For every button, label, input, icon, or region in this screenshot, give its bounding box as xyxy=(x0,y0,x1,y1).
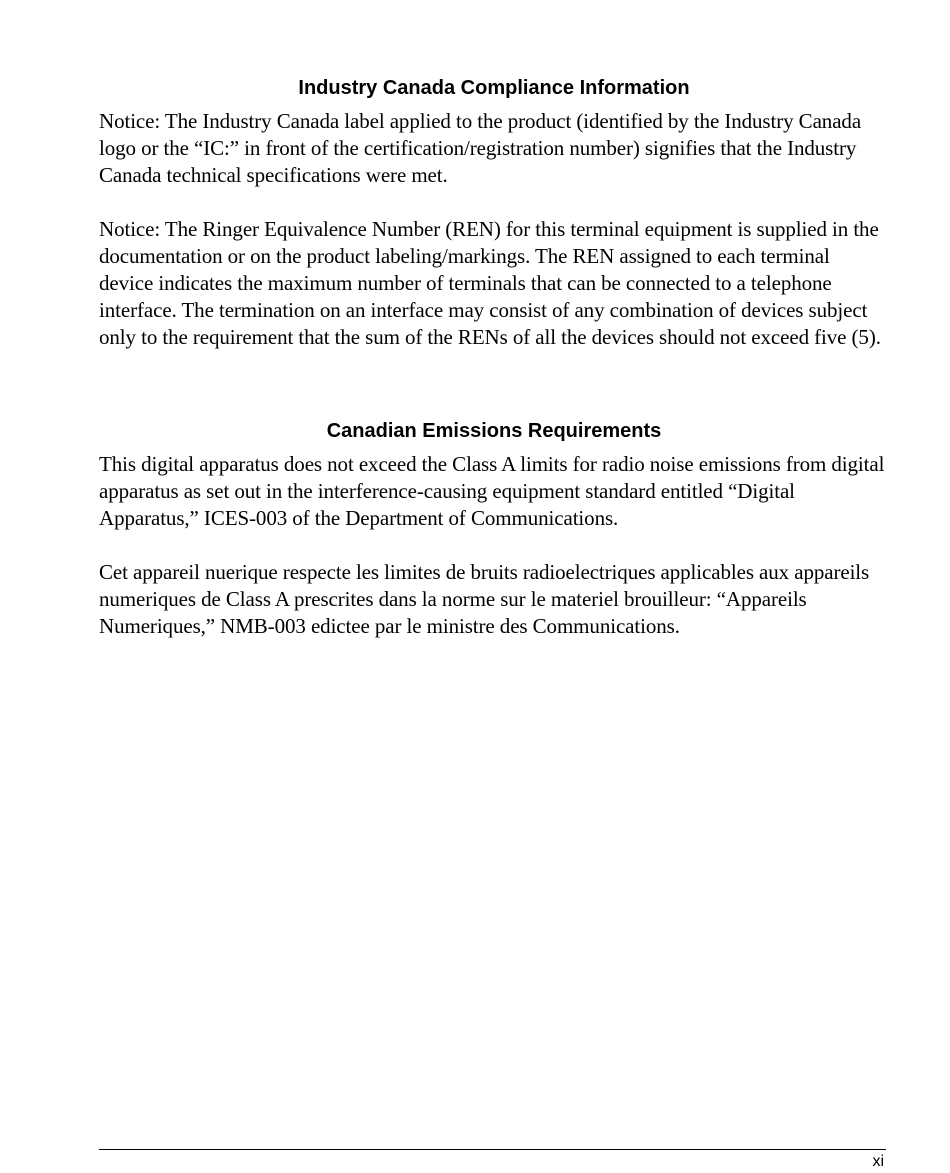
paragraph-ic-label-notice: Notice: The Industry Canada label applied to the product (identified by the Industry Canada logo or the “IC:” in front of the certification/registration number) signifies that the Industry Canada technical specifications were met. xyxy=(99,109,862,187)
footer-divider xyxy=(99,1149,886,1150)
section-industry-canada-compliance xyxy=(99,76,889,351)
section-heading: Industry Canada Compliance Information xyxy=(298,77,690,99)
paragraph-emissions-english: This digital apparatus does not exceed the Class A limits for radio noise emissions from digital apparatus as set out in the interference-causing equipment standard entitled “Digital Apparatus,” ICES-003 of the Department of Communications. xyxy=(99,452,885,530)
section-heading: Canadian Emissions Requirements xyxy=(326,420,662,442)
section-canadian-emissions xyxy=(99,419,889,640)
paragraph-emissions-french: Cet appareil nuerique respecte les limites de bruits radioelectriques applicables aux appareils numeriques de Class A prescrites dans la norme sur le materiel brouilleur: “Appareils Numeriques,” NMB-003 edictee par le ministre des Communications. xyxy=(99,560,870,638)
page-number: xi xyxy=(872,1153,884,1170)
paragraph-ren-notice: Notice: The Ringer Equivalence Number (REN) for this terminal equipment is supplied in the documentation or on the product labeling/markings. The REN assigned to each terminal device indicates the maximum number of terminals that can be connected to a telephone interface. The termination on an interface may consist of any combination of devices subject only to the requirement that the sum of the RENs of all the devices should not exceed five (5). xyxy=(99,217,881,349)
